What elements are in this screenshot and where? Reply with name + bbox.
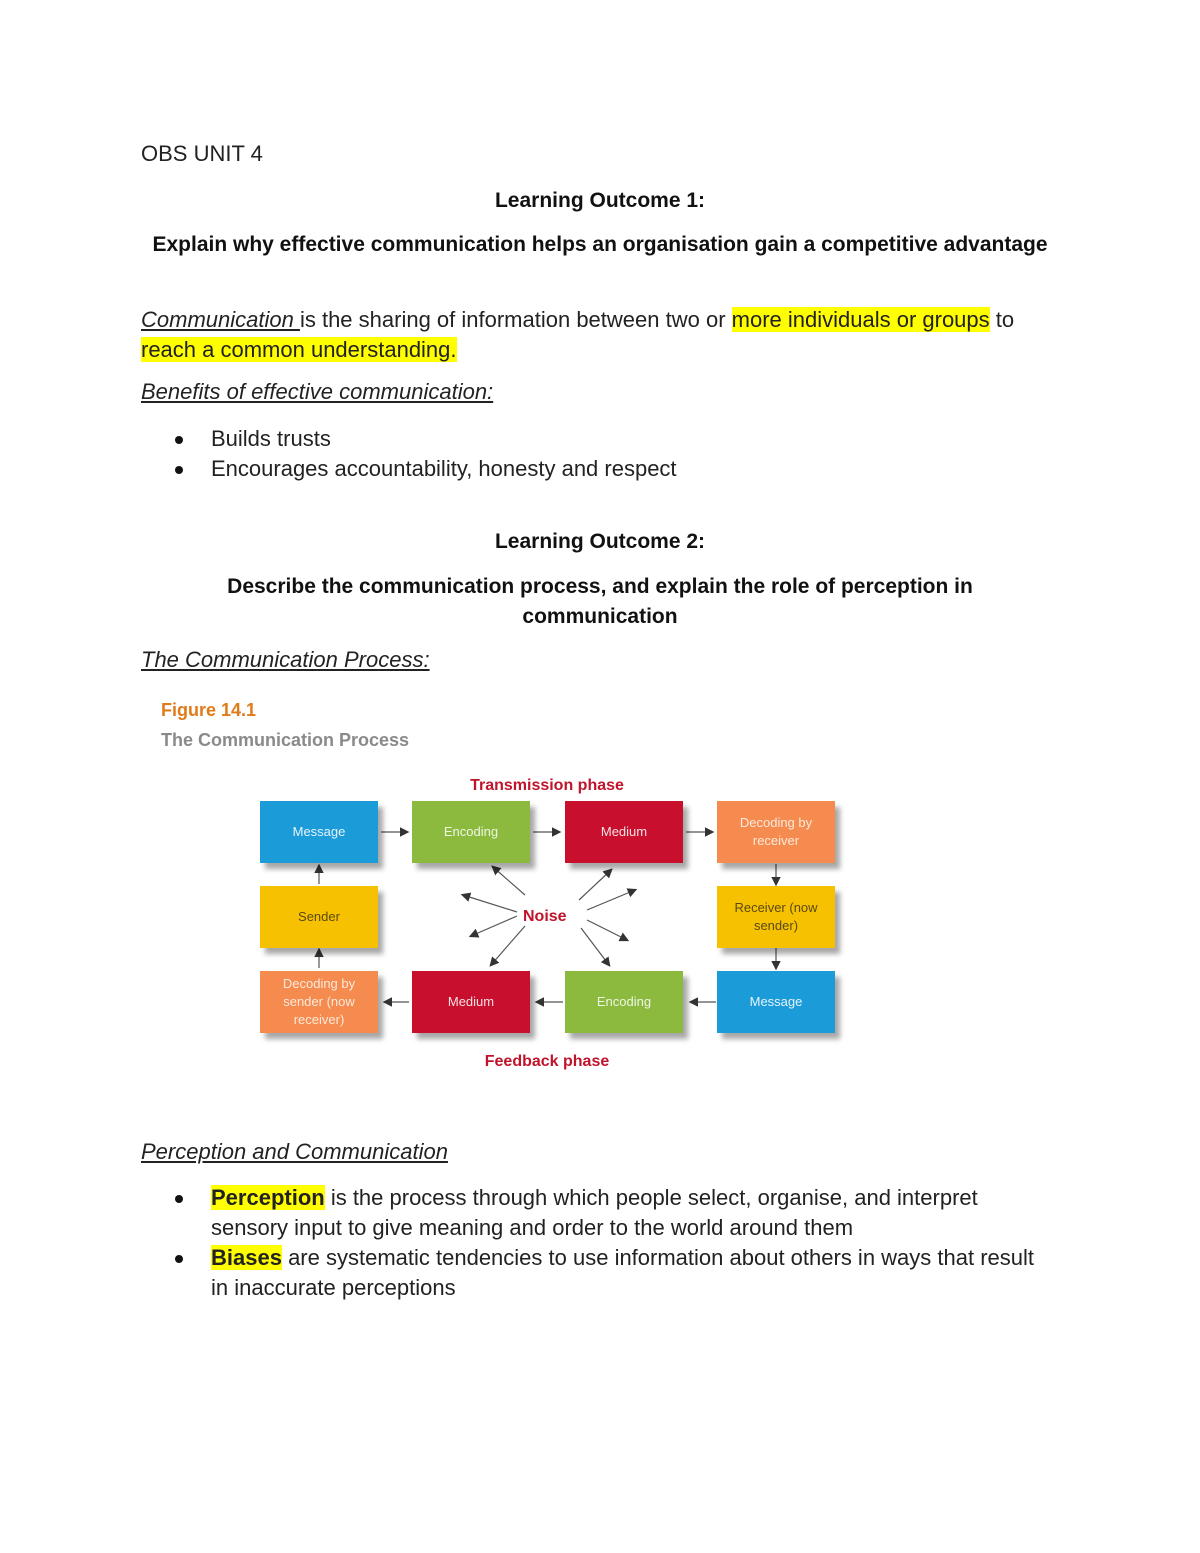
definition-highlight-1: more individuals or groups (731, 307, 990, 332)
learning-outcome-1-question: Explain why effective communication helps an organisation gain a competitive advantage (152, 233, 1048, 256)
transmission-phase-label: Transmission phase (470, 777, 624, 794)
feedback-phase-label: Feedback phase (484, 1053, 610, 1070)
list-item (141, 1183, 1041, 1243)
perception-text: is the process through which people select, organise, and interpret sensory input to give meaning and order to the world around them (211, 1185, 978, 1240)
list-item (141, 1243, 1041, 1303)
bullet-icon (175, 466, 183, 474)
list-item (141, 424, 1041, 454)
feedback-message-box: Message (717, 971, 835, 1033)
medium-box: Medium (565, 801, 683, 863)
benefits-heading: Benefits of effective communication: (141, 379, 494, 404)
learning-outcome-1-heading: Learning Outcome 1: (494, 189, 706, 212)
learning-outcome-2-question: Describe the communication process, and explain the role of perception in communication (227, 575, 973, 628)
decoding-by-receiver-box: Decoding by receiver (717, 801, 835, 863)
bullet-icon (175, 1195, 183, 1203)
learning-outcome-2-heading: Learning Outcome 2: (494, 530, 706, 553)
benefit-text: Encourages accountability, honesty and respect (211, 456, 677, 481)
decoding-by-sender-box: Decoding by sender (now receiver) (260, 971, 378, 1033)
bullet-icon (175, 1255, 183, 1263)
perception-term: Perception (211, 1185, 325, 1210)
document-title: OBS UNIT 4 (141, 141, 263, 166)
figure-title: The Communication Process (161, 730, 410, 750)
noise-label: Noise (523, 908, 567, 925)
communication-definition (141, 305, 1059, 365)
benefits-list (141, 424, 1041, 484)
communication-process-figure (141, 690, 881, 1100)
figure-label: Figure 14.1 (161, 700, 257, 720)
perception-list (141, 1183, 1041, 1303)
benefit-text: Builds trusts (211, 426, 331, 451)
definition-highlight-2: reach a common understanding. (141, 337, 457, 362)
list-item (141, 454, 1041, 484)
biases-text: are systematic tendencies to use information about others in ways that result in inaccurate perceptions (211, 1245, 1035, 1300)
definition-term: Communication (141, 307, 300, 332)
definition-text-2: to (989, 307, 1015, 332)
receiver-box: Receiver (now sender) (717, 886, 835, 948)
perception-heading: Perception and Communication (141, 1139, 448, 1164)
feedback-encoding-box: Encoding (565, 971, 683, 1033)
feedback-medium-box: Medium (412, 971, 530, 1033)
encoding-box: Encoding (412, 801, 530, 863)
definition-text-1: is the sharing of information between two or (299, 307, 732, 332)
bullet-icon (175, 436, 183, 444)
message-box: Message (260, 801, 378, 863)
process-heading: The Communication Process: (141, 647, 430, 672)
biases-term: Biases (211, 1245, 282, 1270)
sender-box: Sender (260, 886, 378, 948)
